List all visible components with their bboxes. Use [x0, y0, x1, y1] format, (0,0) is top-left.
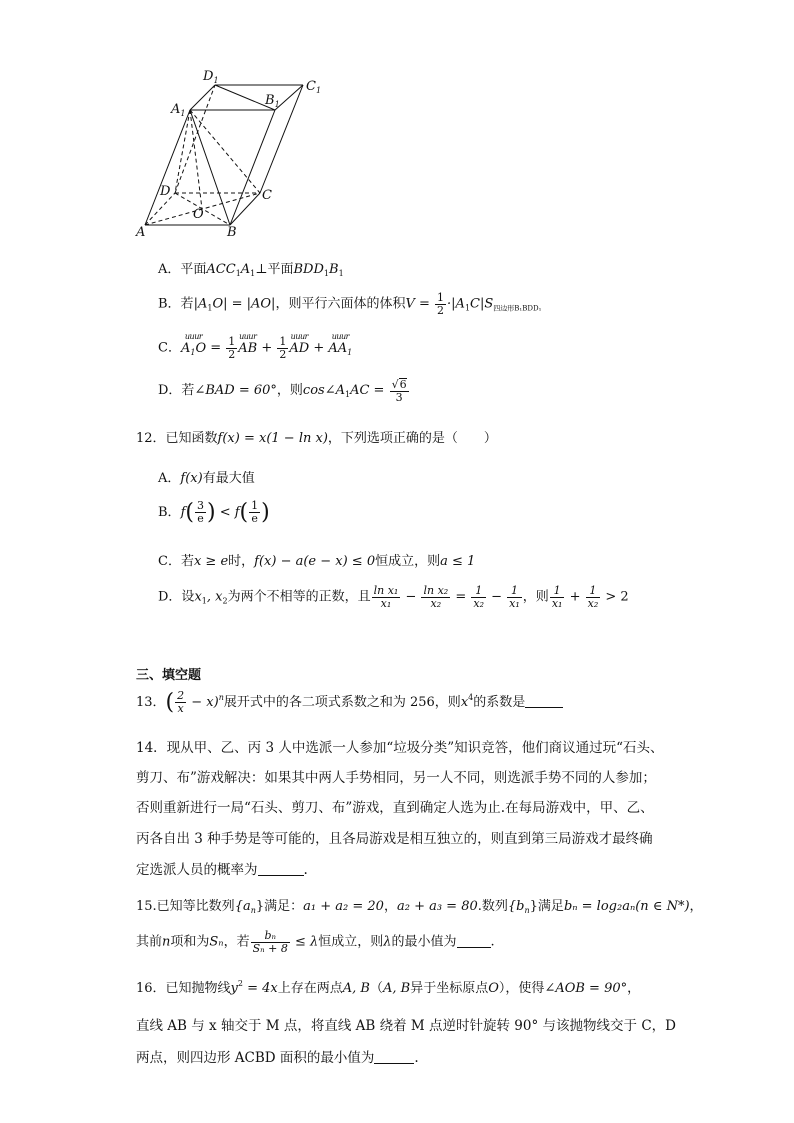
q14-line-2: 剪刀、布”游戏解决：如果其中两人手势相同，另一人不同，则选派手势不同的人参加；: [136, 770, 656, 786]
q12-option-d: D．设$x_1$, $x_2$为两个不相等的正数，且 $\frac{\text{ln x₁}}{\text{x₁}}$ − $\frac{\text{ln x₂}}{\text{x₂}}$ = $\frac{1}{\text{x₂}}$ − $\frac{1}{\text{x₁}}$ ，则 $\frac{1}{\text{x₁}}$ + $\frac{1}{\text{x₂}}$ > 2: [158, 584, 629, 610]
q16-line-3: 两点，则四边形 ACBD 面积的最小值为 .: [136, 1050, 419, 1066]
label-A1: $A_1$: [171, 102, 186, 118]
q12-option-c: C．若x ≥ e时，f(x) − a(e − x) ≤ 0恒成立，则a ≤ 1: [158, 554, 476, 569]
q13: 13．( $\frac{2}{x}$ − x)$^n$展开式中的各二项式系数之和为 256，则$x^4$的系数是: [136, 690, 563, 715]
q12-option-b: B．f( $\frac{3}{e}$ ) < f( $\frac{1}{e}$ ): [158, 499, 270, 525]
q12-stem: 12．已知函数f(x) = x(1 − ln x)，下列选项正确的是（ ）: [136, 431, 497, 446]
q15-line-1: 15.已知等比数列$\{a_n\}$满足：a₁ + a₂ = 20，a₂ + a₃ = 80.数列$\{b_n\}$满足bₙ = log₂aₙ(n ∈ N*)，: [136, 899, 703, 915]
label-D1: $D_1$: [203, 69, 219, 85]
label-D: D: [160, 184, 171, 199]
q11-option-d: D．若∠BAD = 60°，则$\cos\angle A_1AC$ = $\frac{√6}{3}$: [158, 378, 407, 404]
label-B1: $B_1$: [265, 93, 280, 109]
q16-line-1: 16．已知抛物线$y^2 = 4x$上存在两点A, B（A, B异于坐标原点O），使得∠AOB = 90°，: [136, 979, 641, 996]
q11-option-b: B．若$|A_1O| = |AO|$，则平行六面体的体积V = $\frac{1}{2}$ $\cdot|A_1C|S_{四边形B_1BDD_1}$: [158, 291, 542, 317]
q11-option-a: A．平面$ACC_1A_1\perp$平面$BDD_1B_1$: [158, 262, 344, 278]
label-A: A: [136, 225, 146, 240]
q12-option-a: A．f(x)有最大值: [158, 471, 255, 486]
q14-line-3: 否则重新进行一局“石头、剪刀、布”游戏，直到确定人选为止.在每局游戏中，甲、乙、: [136, 800, 654, 816]
label-C1: $C_1$: [306, 79, 322, 95]
parallelepiped-figure: [130, 70, 340, 245]
label-O: O: [193, 207, 204, 222]
q11-option-c: C． uuur $A_1O$ = $\frac{1}{2}$ uuur AB + $\frac{1}{2}$ uuur AD + uuur $AA_1$: [158, 331, 353, 361]
q13-answer-blank[interactable]: [525, 695, 563, 708]
label-B: B: [227, 225, 237, 240]
label-C: C: [262, 188, 272, 203]
q14-answer-blank[interactable]: [258, 863, 304, 876]
q15-answer-blank[interactable]: [457, 935, 491, 948]
q14-line-4: 丙各自出 3 种手势是等可能的，且各局游戏是相互独立的，则直到第三局游戏才最终确: [136, 831, 653, 847]
q14-line-1: 14．现从甲、乙、丙 3 人中选派一人参加“垃圾分类”知识竞答，他们商议通过玩“石头、: [136, 740, 664, 756]
q14-line-5: 定选派人员的概率为 .: [136, 862, 308, 878]
q16-line-2: 直线 AB 与 x 轴交于 M 点，将直线 AB 绕着 M 点逆时针旋转 90° 与该抛物线交于 C，D: [136, 1018, 676, 1034]
section-heading: 三、填空题: [136, 668, 202, 683]
q16-answer-blank[interactable]: [374, 1051, 414, 1064]
q15-line-2: 其前n项和为Sₙ，若 $\frac{\text{bₙ}}{\text{Sₙ + 8}}$ ≤ λ恒成立，则λ的最小值为 .: [136, 929, 495, 955]
